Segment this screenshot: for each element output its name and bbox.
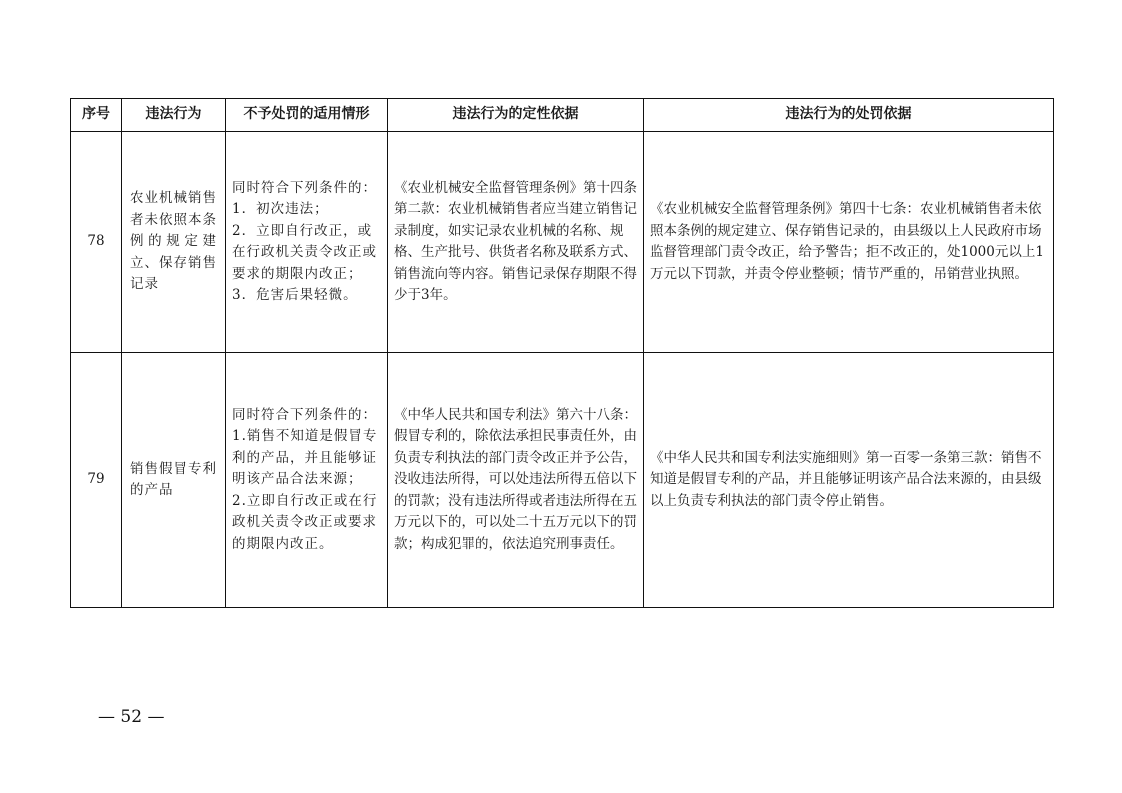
exemption-line: 3．危害后果轻微。 [232, 287, 358, 303]
row-number: 78 [71, 132, 122, 353]
exemption-line: 同时符合下列条件的： [232, 406, 377, 423]
table-row [71, 132, 1054, 353]
exemption-cell [226, 132, 388, 353]
violation-cell: 农业机械销售者未依照本条例的规定建立、保存销售记录 [122, 132, 226, 353]
violation-cell: 销售假冒专利的产品 [122, 353, 226, 608]
exemption-line: 1.销售不知道是假冒专利的产品，并且能够证明该产品合法来源； [232, 428, 378, 488]
header-exemption: 不予处罚的适用情形 [226, 99, 388, 132]
penalty-table [70, 98, 1054, 608]
exemption-line: 2．立即自行改正，或在行政机关责令改正或要求的期限内改正； [232, 222, 377, 282]
exemption-line: 1．初次违法； [232, 201, 329, 217]
header-number: 序号 [71, 99, 122, 132]
legal-basis-cell: 《中华人民共和国专利法》第六十八条：假冒专利的，除依法承担民事责任外，由负责专利执法的部门责令改正并予公告，没收违法所得，可以处违法所得五倍以下的罚款；没有违法所得或者违法所得在五万元以下的，可以处二十五万元以下的罚款；构成犯罪的，依法追究刑事责任。 [388, 353, 644, 608]
row-number: 79 [71, 353, 122, 608]
exemption-cell [226, 353, 388, 608]
exemption-line: 同时符合下列条件的： [232, 179, 377, 196]
header-legal-basis: 违法行为的定性依据 [388, 99, 644, 132]
table-header-row [71, 99, 1054, 132]
page-number: — 52 — [98, 707, 165, 727]
header-penalty-basis: 违法行为的处罚依据 [644, 99, 1054, 132]
legal-basis-cell: 《农业机械安全监督管理条例》第十四条第二款：农业机械销售者应当建立销售记录制度，如实记录农业机械的名称、规格、生产批号、供货者名称及联系方式、销售流向等内容。销售记录保存期限不得少于3年。 [388, 132, 644, 353]
exemption-line: 2.立即自行改正或在行政机关责令改正或要求的期限内改正。 [232, 492, 378, 552]
penalty-basis-cell: 《农业机械安全监督管理条例》第四十七条：农业机械销售者未依照本条例的规定建立、保存销售记录的，由县级以上人民政府市场监督管理部门责令改正，给予警告；拒不改正的，处1000元以上1万元以下罚款，并责令停业整顿；情节严重的，吊销营业执照。 [644, 132, 1054, 353]
header-violation: 违法行为 [122, 99, 226, 132]
penalty-basis-cell: 《中华人民共和国专利法实施细则》第一百零一条第三款：销售不知道是假冒专利的产品，并且能够证明该产品合法来源的，由县级以上负责专利执法的部门责令停止销售。 [644, 353, 1054, 608]
table-row [71, 353, 1054, 608]
